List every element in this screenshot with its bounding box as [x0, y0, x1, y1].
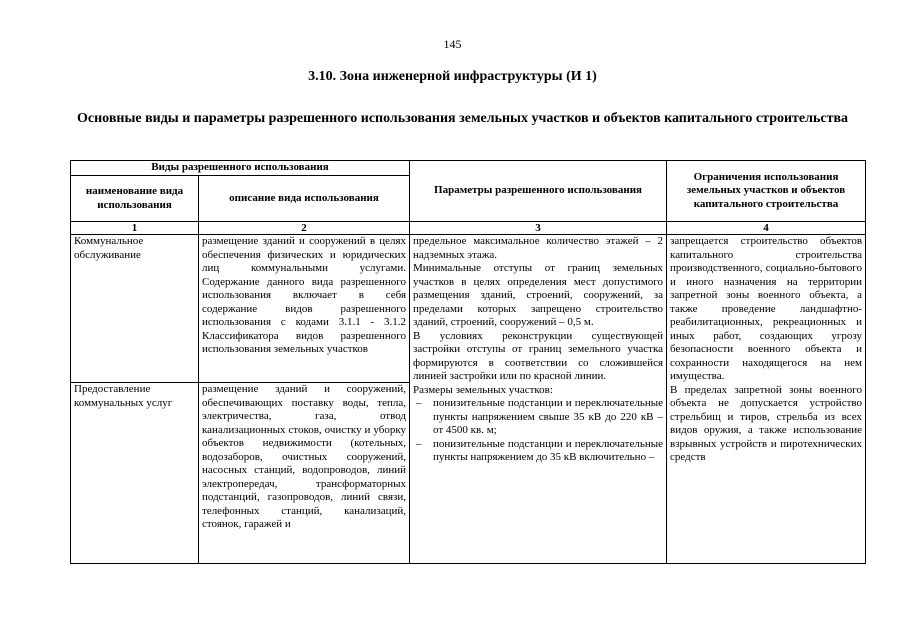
- row-name: Коммунальное обслуживание: [71, 235, 199, 383]
- land-use-table: [70, 160, 866, 564]
- header-group: Виды разрешенного использования: [71, 161, 410, 176]
- column-number-row: [71, 222, 866, 235]
- plot-size-list: [413, 397, 663, 465]
- restriction-construction: запрещается строительство объектов капитального строительства производственного, социально-бытового и иного назначения на территории запретной зоны военного объекта, а также проведение ландшафтно-реабилитационных, рекреационных и иных работ, создающих угрозу безопасности военного объекта и сохранности находящегося на нем имущества.: [670, 235, 863, 382]
- params-cell: [410, 235, 667, 564]
- list-item: – понизительные подстанции и переключательные пункты напряжением свыше 35 кВ до 220 кВ – от 4500 кв. м;: [413, 397, 663, 438]
- row-description-text: размещение зданий и сооружений, обеспечивающих поставку воды, тепла, электричества, газа, отвод канализационных стоков, очистку и уборку объектов недвижимости (котельных, водозаборов, очистных сооружений, насосных станций, водопроводов, линий электропередач, трансформаторных подстанций, газопроводов, линий связи, телефонных станций, канализаций, стоянок, гаражей и: [202, 383, 407, 531]
- column-number: 4: [667, 222, 866, 235]
- column-number: 3: [410, 222, 667, 235]
- header-description: описание вида использования: [199, 176, 410, 222]
- subtitle: Основные виды и параметры разрешенного использования земельных участков и объектов капитального строительства: [77, 111, 849, 126]
- restrictions-cell: [667, 235, 866, 564]
- table-row: [71, 235, 866, 383]
- list-item: – понизительные подстанции и переключательные пункты напряжением до 35 кВ включительно –: [413, 438, 663, 465]
- param-reconstruction: В условиях реконструкции существующей застройки отступы от границ земельного участка формируются в соответствии со сложившейся линией застройки или по красной линии.: [413, 329, 664, 382]
- column-number: 1: [71, 222, 199, 235]
- row-description: размещение зданий и сооружений в целях обеспечения физических и юридических лиц коммунальными услугами. Содержание данного вида разрешенного использования включает в себя содержание видов разрешенного использования с кодами 3.1.1 - 3.1.2 Классификатора видов разрешенного использования земельных участков: [199, 235, 410, 383]
- section-title: 3.10. Зона инженерной инфраструктуры (И 1): [308, 69, 597, 84]
- param-plot-sizes: Размеры земельных участков:: [413, 383, 553, 396]
- header-params: Параметры разрешенного использования: [410, 161, 667, 222]
- column-number: 2: [199, 222, 410, 235]
- restriction-weapons: В пределах запретной зоны военного объекта не допускается устройство стрельбищ и тиров, стрельба из всех видов оружия, а также использование взрывных устройств и пиротехнических средств: [670, 383, 863, 463]
- row-description: [199, 383, 410, 564]
- row-name: Предоставление коммунальных услуг: [71, 383, 199, 564]
- param-setbacks: Минимальные отступы от границ земельных участков в целях определения мест допустимого размещения зданий, строений, сооружений, за пределами которых запрещено строительство зданий, строений, сооружений – 0,5 м.: [413, 262, 664, 328]
- page-number: 145: [443, 37, 462, 51]
- header-restrictions: Ограничения использования земельных участков и объектов капитального строительства: [667, 161, 866, 222]
- param-floors: предельное максимальное количество этажей – 2 надземных этажа.: [413, 235, 664, 261]
- header-name: наименование вида использования: [71, 176, 199, 222]
